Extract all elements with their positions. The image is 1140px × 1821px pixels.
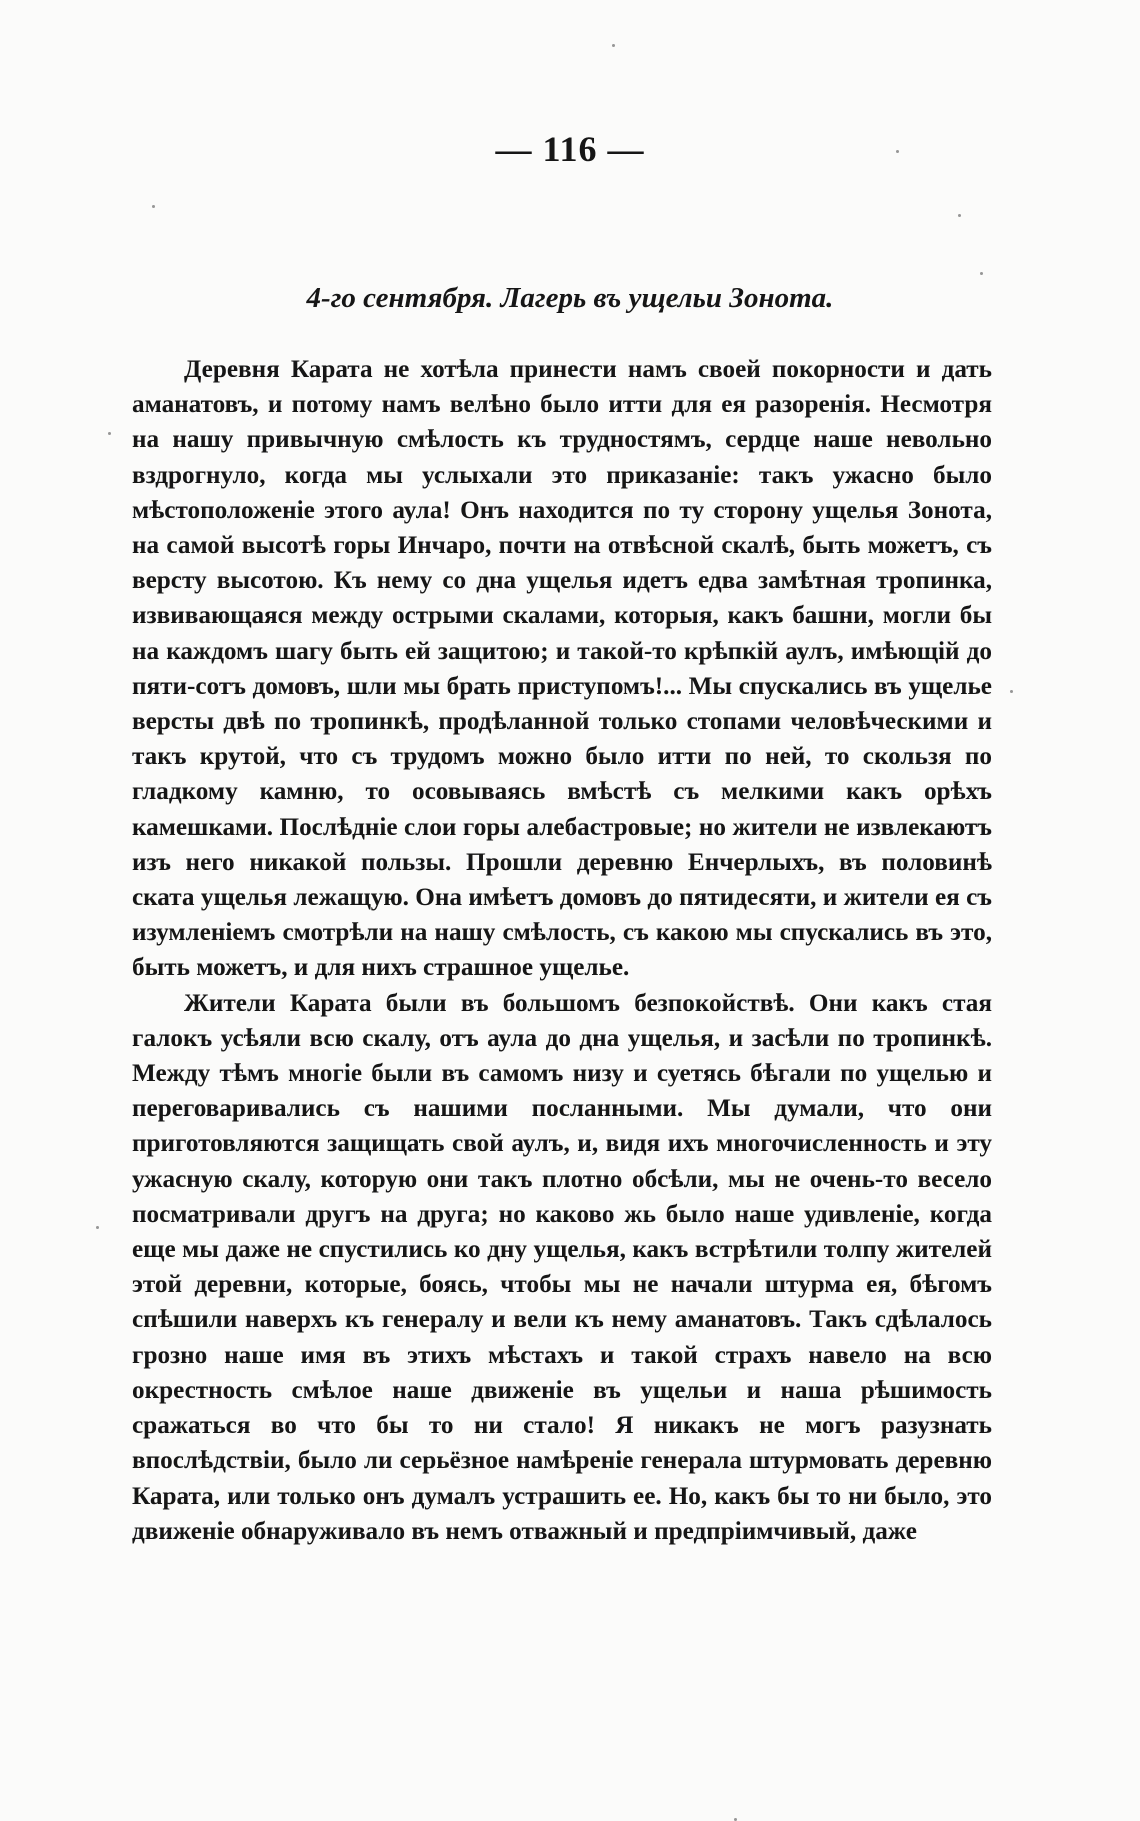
scan-speck [896, 150, 899, 153]
scan-speck [96, 1226, 99, 1229]
page-number: — 116 — [495, 129, 645, 169]
section-heading: 4-го сентября. Лагерь въ ущельи Зонота. [306, 282, 834, 314]
scan-speck [1010, 690, 1013, 693]
paragraph-2: Жители Карата были въ большомъ безпокойствѣ. Они какъ стая галокъ усѣяли всю скалу, отъ аула до дна ущелья, и засѣли по тропинкѣ. Между тѣмъ многіе были въ самомъ низу и суетясь бѣгали по ущелью и переговаривались съ нашими посланными. Мы думали, что они приготовляются защищать свой аулъ, и, видя ихъ многочисленность и эту ужасную скалу, которую они такъ плотно обсѣли, мы не очень-то весело посматривали другъ на друга; но каково жь было наше удивленіе, когда еще мы даже не спустились ко дну ущелья, какъ встрѣтили толпу жителей этой деревни, которые, боясь, чтобы мы не начали штурма ея, бѣгомъ спѣшили наверхъ къ генералу и вели къ нему аманатовъ. Такъ сдѣлалось грозно наше имя въ этихъ мѣстахъ и такой страхъ навело на всю окрестность смѣлое наше движеніе въ ущельи и наша рѣшимость сражаться во что бы то ни стало! Я никакъ не могъ разузнать впослѣдствіи, было ли серьёзное намѣреніе генерала штурмовать деревню Карата, или только онъ думалъ устрашить ее. Но, какъ бы то ни было, это движеніе обнаруживало въ немъ отважный и предпріимчивый, даже [132, 989, 992, 1545]
paragraph-1: Деревня Карата не хотѣла принести намъ своей покорности и дать аманатовъ, и потому намъ велѣно было итти для ея разоренія. Несмотря на нашу привычную смѣлость къ трудностямъ, сердце наше невольно вздрогнуло, когда мы услыхали это приказаніе: такъ ужасно было мѣстоположеніе этого аула! Онъ находится по ту сторону ущелья Зонота, на самой высотѣ горы Инчаро, почти на отвѣсной скалѣ, быть можетъ, съ версту высотою. Къ нему со дна ущелья идетъ едва замѣтная тропинка, извивающаяся между острыми скалами, которыя, какъ башни, могли бы на каждомъ шагу быть ей защитою; и такой-то крѣпкій аулъ, имѣющій до пяти-сотъ домовъ, шли мы брать приступомъ!... Мы спускались въ ущелье версты двѣ по тропинкѣ, продѣланной только стопами человѣческими и такъ крутой, что съ трудомъ можно было итти по ней, то скользя по гладкому камню, то осовываясь вмѣстѣ съ мелкими какъ орѣхъ камешками. Послѣдніе слои горы алебастровые; но жители не извлекаютъ изъ него никакой пользы. Прошли деревню Енчерлыхъ, въ половинѣ ската ущелья лежащую. Она имѣетъ домовъ до пятидесяти, и жители ея съ изумленіемъ смотрѣли на нашу смѣлость, съ какою мы спускались въ это, быть можетъ, и для нихъ страшное ущелье. [132, 356, 992, 982]
scan-speck [108, 432, 111, 435]
scan-speck [152, 205, 155, 208]
scan-speck [612, 44, 615, 47]
body-text [132, 352, 992, 1549]
scan-speck [980, 272, 983, 275]
scan-speck [958, 214, 961, 217]
